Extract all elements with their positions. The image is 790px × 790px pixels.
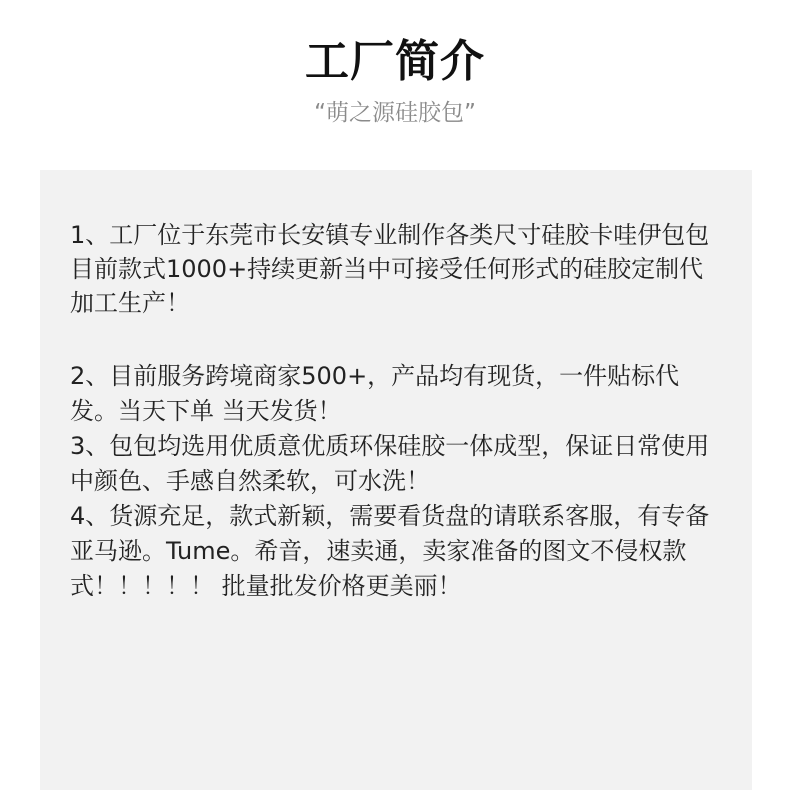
intro-line: 发。当天下单 当天发货！ [70, 397, 342, 425]
intro-line: 中颜色、手感自然柔软，可水洗！ [70, 467, 430, 495]
intro-line: 加工生产！ [70, 289, 190, 317]
intro-line: 3、包包均选用优质意优质环保硅胶一体成型，保证日常使用 [70, 432, 710, 460]
page-title: 工厂简介 [305, 36, 485, 87]
intro-paragraph-1 [70, 218, 752, 320]
intro-paragraph-2 [70, 359, 752, 429]
intro-paragraph-3 [70, 429, 752, 499]
page-subtitle: “萌之源硅胶包” [314, 100, 476, 126]
intro-line: 1、工厂位于东莞市长安镇专业制作各类尺寸硅胶卡哇伊包包 [70, 221, 710, 249]
intro-line: 亚马逊。Tume。希音，速卖通，卖家准备的图文不侵权款 [70, 537, 687, 565]
factory-intro-panel [40, 170, 752, 790]
intro-line: 2、目前服务跨境商家500+，产品均有现货，一件贴标代 [70, 362, 680, 390]
intro-line: 目前款式1000+持续更新当中可接受任何形式的硅胶定制代 [70, 255, 704, 283]
intro-paragraph-4 [70, 499, 752, 604]
intro-line: 式！！！！！ 批量批发价格更美丽！ [70, 572, 462, 600]
intro-line: 4、货源充足，款式新颖，需要看货盘的请联系客服，有专备 [70, 502, 710, 530]
